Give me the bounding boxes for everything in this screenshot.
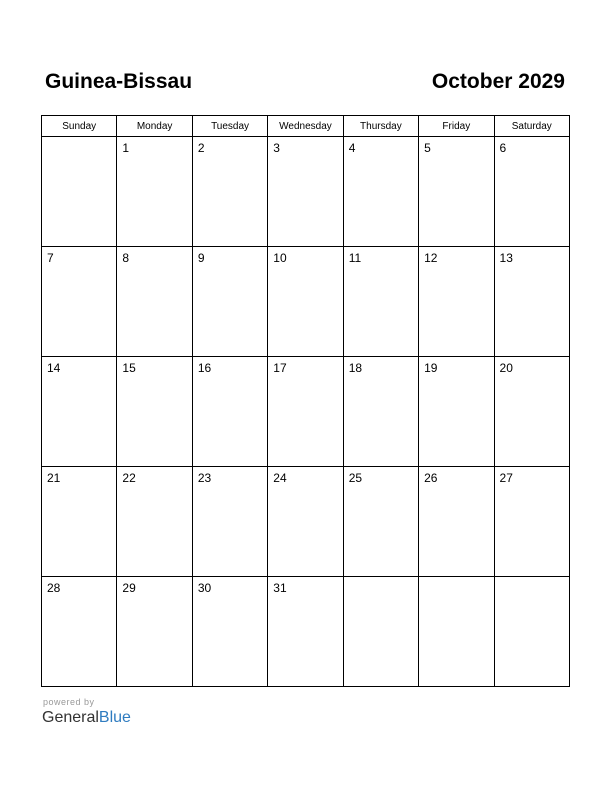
- day-number: [344, 577, 418, 581]
- week-row: [42, 467, 570, 577]
- day-cell: [117, 357, 192, 467]
- day-number: 1: [122, 141, 130, 155]
- day-number: 18: [348, 361, 363, 375]
- weekday-saturday: Saturday: [494, 116, 569, 137]
- day-cell: [343, 577, 418, 687]
- day-cell: [192, 137, 267, 247]
- day-cell: [419, 577, 494, 687]
- day-cell: [494, 247, 569, 357]
- day-cell: [192, 467, 267, 577]
- day-number: 17: [273, 361, 287, 375]
- day-cell: [343, 357, 418, 467]
- day-number: 30: [197, 581, 212, 595]
- day-cell: [343, 247, 418, 357]
- day-cell: [494, 357, 569, 467]
- day-cell: [42, 577, 117, 687]
- day-cell: [268, 137, 343, 247]
- week-row: [42, 137, 570, 247]
- day-number: 16: [197, 361, 212, 375]
- day-number: 5: [424, 141, 431, 155]
- day-cell: [494, 137, 569, 247]
- day-cell: [117, 247, 192, 357]
- day-number: 21: [47, 471, 61, 485]
- day-cell: [268, 247, 343, 357]
- day-cell: [343, 137, 418, 247]
- day-cell: [494, 577, 569, 687]
- day-number: 2: [197, 141, 205, 155]
- day-number: 22: [122, 471, 136, 485]
- week-row: [42, 357, 570, 467]
- day-number: [419, 577, 493, 581]
- day-number: 29: [122, 581, 136, 595]
- calendar-grid: [41, 115, 570, 687]
- logo-general-text: General: [42, 709, 99, 726]
- country-title: Guinea-Bissau: [45, 70, 193, 93]
- day-number: 25: [348, 471, 363, 485]
- day-cell: [117, 467, 192, 577]
- day-cell: [192, 577, 267, 687]
- day-number: 26: [424, 471, 438, 485]
- day-cell: [419, 247, 494, 357]
- day-cell: [268, 467, 343, 577]
- day-number: 11: [348, 251, 362, 265]
- day-number: 8: [122, 251, 130, 265]
- day-number: 28: [47, 581, 61, 595]
- day-number: 4: [348, 141, 356, 155]
- powered-by-label: powered by: [43, 697, 95, 707]
- day-number: 14: [47, 361, 61, 375]
- day-cell: [419, 467, 494, 577]
- day-number: 27: [499, 471, 513, 485]
- day-cell: [343, 467, 418, 577]
- weekday-thursday: Thursday: [343, 116, 418, 137]
- day-cell: [419, 357, 494, 467]
- day-cell: [192, 357, 267, 467]
- day-cell: [419, 137, 494, 247]
- day-number: 12: [424, 251, 438, 265]
- day-number: 19: [424, 361, 438, 375]
- day-cell: [42, 247, 117, 357]
- weekday-wednesday: Wednesday: [268, 116, 343, 137]
- day-number: 31: [273, 581, 287, 595]
- weekday-monday: Monday: [117, 116, 192, 137]
- month-year-title: October 2029: [431, 70, 565, 93]
- day-number: 3: [273, 141, 280, 155]
- weekday-friday: Friday: [419, 116, 494, 137]
- day-cell: [192, 247, 267, 357]
- day-number: 13: [499, 251, 513, 265]
- day-number: [42, 137, 116, 141]
- weekday-sunday: Sunday: [42, 116, 117, 137]
- day-number: 6: [499, 141, 507, 155]
- day-number: 7: [47, 251, 54, 265]
- generalblue-logo[interactable]: [42, 709, 131, 727]
- day-number: 20: [499, 361, 513, 375]
- day-cell: [42, 467, 117, 577]
- weekday-tuesday: Tuesday: [192, 116, 267, 137]
- day-number: 24: [273, 471, 287, 485]
- day-number: [495, 577, 569, 581]
- day-number: 9: [197, 251, 205, 265]
- day-cell: [494, 467, 569, 577]
- week-row: [42, 577, 570, 687]
- day-cell: [268, 357, 343, 467]
- day-number: 10: [273, 251, 287, 265]
- weekday-header-row: [42, 116, 570, 137]
- day-number: 15: [122, 361, 136, 375]
- day-cell: [42, 137, 117, 247]
- logo-blue-text: Blue: [98, 709, 131, 726]
- week-row: [42, 247, 570, 357]
- day-number: 23: [197, 471, 212, 485]
- day-cell: [42, 357, 117, 467]
- day-cell: [117, 577, 192, 687]
- day-cell: [117, 137, 192, 247]
- day-cell: [268, 577, 343, 687]
